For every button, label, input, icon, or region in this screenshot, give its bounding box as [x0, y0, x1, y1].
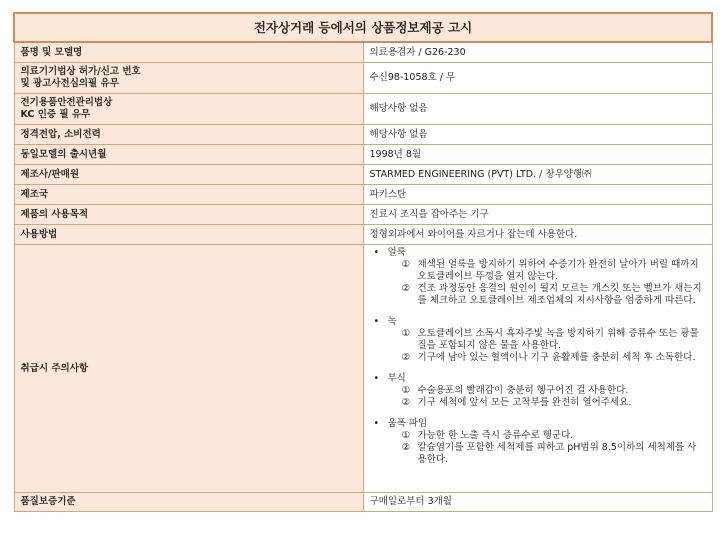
care-item-number: ②	[401, 352, 411, 363]
row-value: 정형외과에서 와이어를 자르거나 잡는데 사용한다.	[363, 225, 712, 245]
care-item-number: ②	[401, 283, 411, 294]
care-content	[363, 245, 712, 493]
row-label: 제조사/판매원	[14, 165, 363, 185]
row-label: 정격전압, 소비전력	[14, 125, 363, 145]
care-item-number: ②	[401, 442, 411, 453]
care-label: 취급시 주의사항	[14, 245, 363, 493]
care-item-text: 칼슘염기를 포함한 세척제를 피하고 pH범위 8.5이하의 세척제를 사용한다.	[417, 442, 697, 465]
care-item-text: 채색된 얼룩을 방지하기 위하여 수증기가 완전히 날아가 버릴 때까지 오토클레이브 뚜껑을 열지 않는다.	[417, 259, 699, 282]
care-section-title: 움폭 파임	[387, 418, 428, 429]
row-value: 수신98-1058호 / 무	[363, 63, 712, 94]
care-section-title: 얼룩	[387, 247, 406, 258]
care-section-heading	[370, 247, 706, 259]
notice-title: 전자상거래 등에서의 상품정보제공 고시	[14, 13, 712, 42]
care-item-number: ①	[401, 430, 411, 441]
warranty-label: 품질보증기준	[14, 493, 363, 512]
care-item	[370, 328, 706, 352]
care-item-text: 가능한 한 노출 즉시 증류수로 헹군다.	[417, 430, 574, 441]
bullet-icon: •	[373, 247, 380, 258]
row-value: 진료시 조직을 잡아주는 기구	[363, 205, 712, 225]
table-row	[14, 225, 712, 245]
row-value: 해당사항 없음	[363, 125, 712, 145]
care-item-text: 오토클레이브 소독시 흑자주빛 녹을 방지하기 위해 증류수 또는 광물질을 포함되지 않은 물을 사용한다.	[417, 328, 699, 351]
care-item	[370, 283, 706, 307]
care-item-text: 수술용포의 빨래감이 충분히 헹구어진 걸 사용한다.	[417, 385, 629, 396]
care-row	[14, 245, 712, 493]
row-label: 동일모델의 출시년월	[14, 145, 363, 165]
care-section-heading	[370, 316, 706, 328]
row-value: 1998년 8월	[363, 145, 712, 165]
row-label: 제조국	[14, 185, 363, 205]
care-section-title: 부식	[387, 373, 406, 384]
row-value: 해당사항 없음	[363, 94, 712, 125]
warranty-row	[14, 493, 712, 512]
row-label: 전기용품안전관리법상 KC 인증 필 유무	[14, 94, 363, 125]
care-item-number: ②	[401, 397, 411, 408]
care-item	[370, 397, 706, 409]
row-label: 의료기기법상 허가/신고 번호 및 광고사전심의필 유무	[14, 63, 363, 94]
table-row	[14, 42, 712, 63]
row-label: 제품의 사용목적	[14, 205, 363, 225]
care-section-heading	[370, 373, 706, 385]
row-value: 의료용겸자 / G26-230	[363, 42, 712, 63]
care-item-text: 건조 과정동안 응결의 원인이 될지 모르는 개스킷 또는 벨브가 새는지를 체크하고 오토클레이브 제조업체의 지시사항을 엄중하게 따른다.	[417, 283, 702, 306]
row-label: 사용방법	[14, 225, 363, 245]
product-info-table	[13, 12, 713, 512]
care-item	[370, 430, 706, 442]
table-row	[14, 125, 712, 145]
table-row	[14, 94, 712, 125]
row-value: 파키스탄	[363, 185, 712, 205]
product-info-notice	[13, 12, 713, 512]
care-item-text: 기구에 남아 있는 혈액이나 기구 윤활제를 충분히 세척 후 소독한다.	[417, 352, 696, 363]
product-info-table-body	[14, 13, 712, 512]
care-section-heading	[370, 418, 706, 430]
table-row	[14, 165, 712, 185]
care-section-title: 녹	[387, 316, 397, 327]
table-row	[14, 205, 712, 225]
care-item	[370, 259, 706, 283]
bullet-icon: •	[373, 373, 380, 384]
bullet-icon: •	[373, 316, 380, 327]
row-value: STARMED ENGINEERING (PVT) LTD. / 장우양행㈜	[363, 165, 712, 185]
warranty-value: 구매일로부터 3개월	[363, 493, 712, 512]
bullet-icon: •	[373, 418, 380, 429]
care-item	[370, 385, 706, 397]
table-row	[14, 185, 712, 205]
table-row	[14, 63, 712, 94]
care-item	[370, 442, 706, 466]
care-item-text: 기구 세척에 앞서 모든 고착부를 완전히 열어주세요.	[417, 397, 632, 408]
care-item	[370, 352, 706, 364]
title-row	[14, 13, 712, 42]
care-item-number: ①	[401, 385, 411, 396]
row-label: 품명 및 모델명	[14, 42, 363, 63]
table-row	[14, 145, 712, 165]
care-item-number: ①	[401, 259, 411, 270]
care-item-number: ①	[401, 328, 411, 339]
